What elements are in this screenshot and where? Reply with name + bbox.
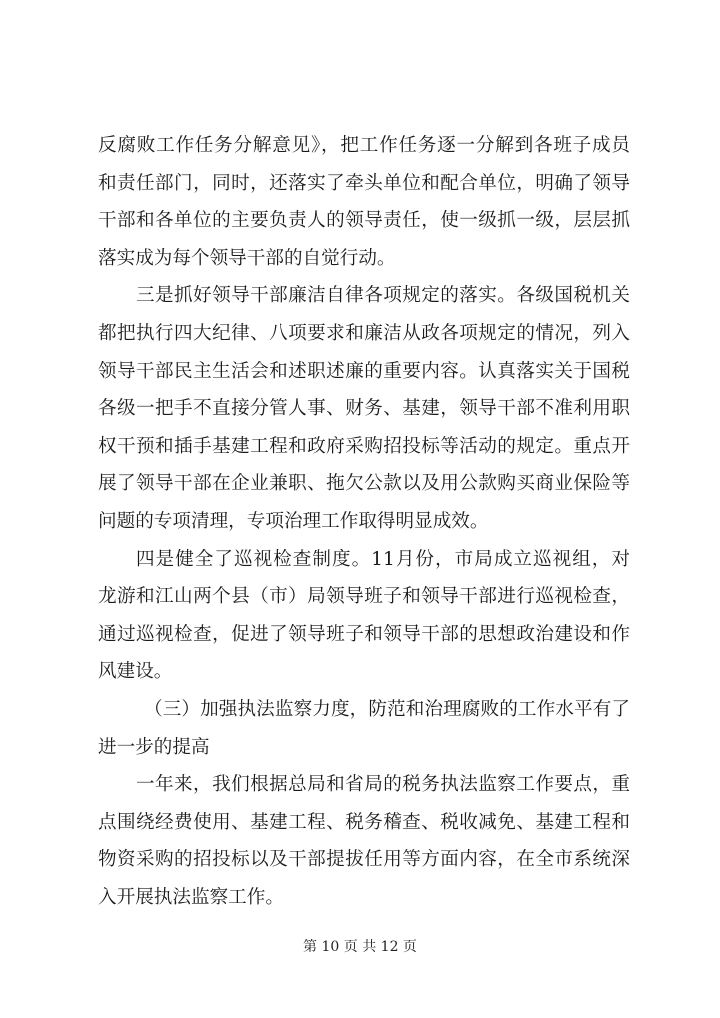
text-line: 三是抓好领导干部廉洁自律各项规定的落实。各级国税机关	[136, 285, 630, 307]
document-body	[98, 127, 630, 916]
text-line: 通过巡视检查，促进了领导班子和领导干部的思想政治建设和作	[98, 623, 630, 645]
text-line: 物资采购的招投标以及干部提拔任用等方面内容，在全市系统深	[98, 849, 630, 871]
text-line: 点围绕经费使用、基建工程、税务稽查、税收减免、基建工程和	[98, 811, 630, 833]
text-line: 领导干部民主生活会和述职述廉的重要内容。认真落实关于国税	[98, 360, 630, 382]
paragraph-self-discipline	[98, 277, 630, 540]
text-line: 各级一把手不直接分管人事、财务、基建，领导干部不准利用职	[98, 398, 630, 420]
text-line: 一年来，我们根据总局和省局的税务执法监察工作要点，重	[136, 774, 630, 796]
text-line: 和责任部门，同时，还落实了牵头单位和配合单位，明确了领导	[98, 172, 630, 194]
text-line: 风建设。	[98, 661, 173, 683]
paragraph-continued	[98, 127, 630, 277]
text-line: 进一步的提高	[98, 736, 210, 758]
text-line: 都把执行四大纪律、八项要求和廉洁从政各项规定的情况，列入	[98, 322, 630, 344]
paragraph-enforcement	[98, 766, 630, 916]
text-line: 落实成为每个领导干部的自觉行动。	[98, 247, 396, 269]
text-line: 权干预和插手基建工程和政府采购招投标等活动的规定。重点开	[98, 435, 630, 457]
text-line: 干部和各单位的主要负责人的领导责任，使一级抓一级，层层抓	[98, 210, 630, 232]
text-line: 展了领导干部在企业兼职、拖欠公款以及用公款购买商业保险等	[98, 473, 630, 495]
page-footer	[0, 936, 720, 956]
text-line: 入开展执法监察工作。	[98, 886, 284, 908]
section-heading	[98, 691, 630, 766]
text-line: （三）加强执法监察力度，防范和治理腐败的工作水平有了	[144, 698, 630, 720]
text-line: 反腐败工作任务分解意见》，把工作任务逐一分解到各班子成员	[98, 135, 630, 156]
paragraph-inspection	[98, 541, 630, 691]
text-line: 四是健全了巡视检查制度。11月份，市局成立巡视组，对	[136, 548, 630, 570]
page-number-label: 第 10 页 共 12 页	[303, 939, 417, 955]
text-line: 问题的专项清理，专项治理工作取得明显成效。	[98, 510, 489, 532]
text-line: 龙游和江山两个县（市）局领导班子和领导干部进行巡视检查，	[98, 586, 630, 608]
